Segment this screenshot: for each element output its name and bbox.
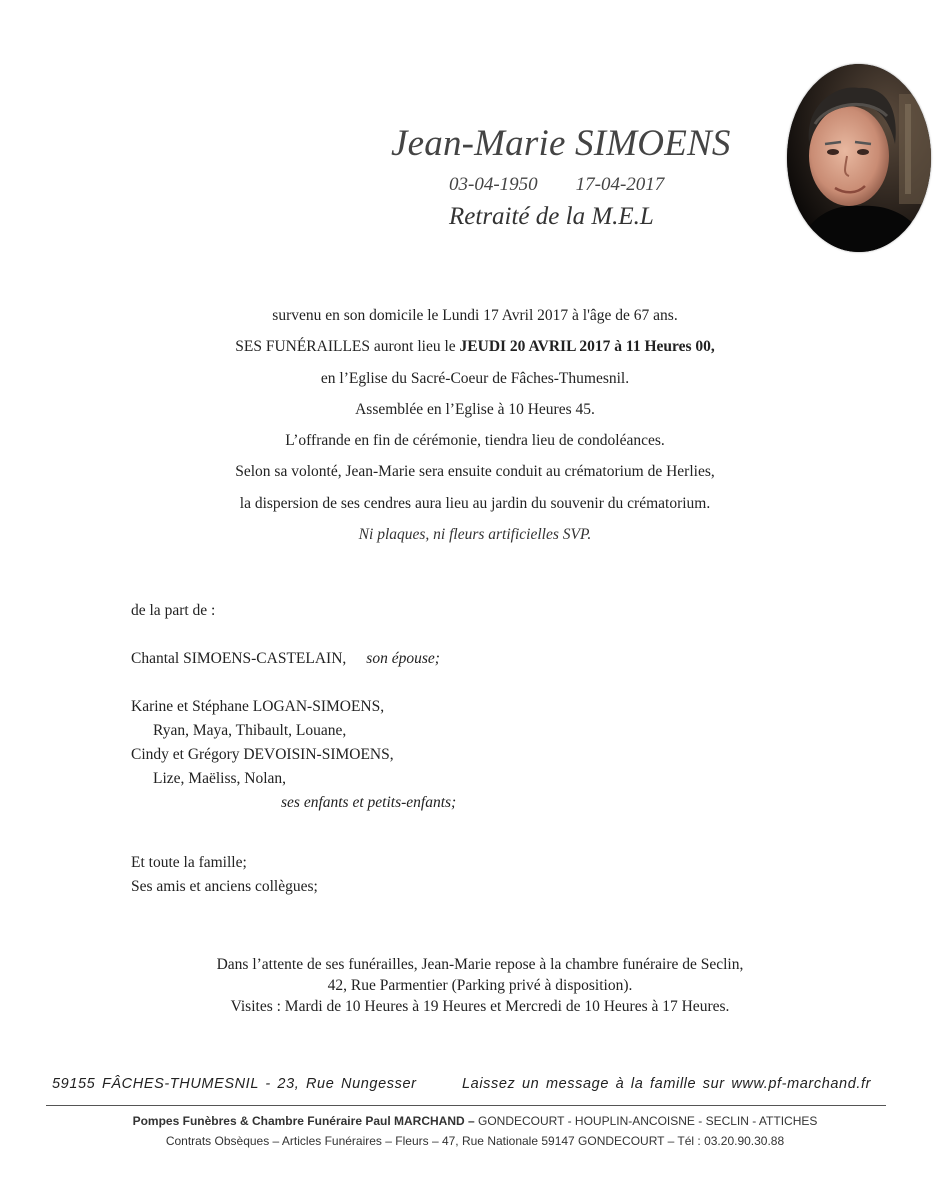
child-line: Karine et Stéphane LOGAN-SIMOENS, bbox=[131, 698, 385, 715]
announcement-line: survenu en son domicile le Lundi 17 Avril 2017 à l'âge de 67 ans. bbox=[272, 307, 678, 324]
child-line: Cindy et Grégory DEVOISIN-SIMOENS, bbox=[131, 746, 394, 763]
footer-divider bbox=[46, 1105, 886, 1106]
company-line bbox=[40, 1111, 910, 1131]
footer-message: Laissez un message à la famille sur www.pf-marchand.fr bbox=[462, 1076, 872, 1092]
company-name: Pompes Funèbres & Chambre Funéraire Paul MARCHAND – bbox=[132, 1114, 475, 1128]
portrait-photo bbox=[787, 64, 931, 252]
funeral-date: JEUDI 20 AVRIL 2017 à 11 Heures 00, bbox=[459, 338, 715, 356]
company-locations: GONDECOURT - HOUPLIN-ANCOISNE - SECLIN - ATTICHES bbox=[474, 1114, 818, 1128]
announcement-line: la dispersion de ses cendres aura lieu au jardin du souvenir du crématorium. bbox=[239, 494, 711, 512]
repose-info bbox=[120, 954, 840, 1017]
repose-line: Dans l’attente de ses funérailles, Jean-Marie repose à la chambre funéraire de Seclin, bbox=[216, 956, 744, 973]
funeral-announcement bbox=[120, 300, 830, 550]
death-date: 17-04-2017 bbox=[575, 174, 665, 195]
grandchildren-line: Lize, Maëliss, Nolan, bbox=[153, 770, 287, 787]
no-flowers-note: Ni plaques, ni fleurs artificielles SVP. bbox=[358, 526, 592, 544]
announcement-line: Selon sa volonté, Jean-Marie sera ensuite conduit au crématorium de Herlies, bbox=[235, 463, 715, 481]
funeral-prefix: SES FUNÉRAILLES auront lieu le bbox=[235, 338, 460, 356]
family-list bbox=[131, 599, 731, 899]
company-contact: Contrats Obsèques – Articles Funéraires – Fleurs – 47, Rue Nationale 59147 GONDECOURT – Tél : 03.20.90.30.88 bbox=[165, 1134, 785, 1148]
children-relation: ses enfants et petits-enfants; bbox=[281, 794, 457, 811]
announcement-line: Assemblée en l’Eglise à 10 Heures 45. bbox=[355, 400, 595, 418]
company-info bbox=[40, 1111, 910, 1151]
footer-address: 59155 FÂCHES-THUMESNIL - 23, Rue Nungesser bbox=[52, 1076, 417, 1092]
announcement-line: L’offrande en fin de cérémonie, tiendra lieu de condoléances. bbox=[285, 432, 665, 450]
wife-relation: son épouse; bbox=[366, 650, 440, 667]
others-line: Et toute la famille; bbox=[131, 854, 247, 871]
repose-line: 42, Rue Parmentier (Parking privé à disposition). bbox=[327, 977, 633, 994]
funeral-date-line bbox=[120, 331, 830, 362]
grandchildren-line: Ryan, Maya, Thibault, Louane, bbox=[153, 722, 347, 739]
wife-line bbox=[131, 647, 731, 671]
visiting-hours: Visites : Mardi de 10 Heures à 19 Heures et Mercredi de 10 Heures à 17 Heures. bbox=[230, 998, 730, 1015]
family-intro: de la part de : bbox=[131, 602, 216, 619]
wife-name: Chantal SIMOENS-CASTELAIN, bbox=[131, 650, 347, 667]
occupation: Retraité de la M.E.L bbox=[449, 203, 654, 230]
portrait-illustration bbox=[787, 64, 931, 252]
announcement-line: en l’Eglise du Sacré-Coeur de Fâches-Thumesnil. bbox=[320, 369, 630, 387]
birth-date: 03-04-1950 bbox=[449, 174, 538, 195]
others-line: Ses amis et anciens collègues; bbox=[131, 878, 318, 895]
life-dates bbox=[449, 174, 664, 196]
deceased-name: Jean-Marie SIMOENS bbox=[391, 123, 731, 164]
